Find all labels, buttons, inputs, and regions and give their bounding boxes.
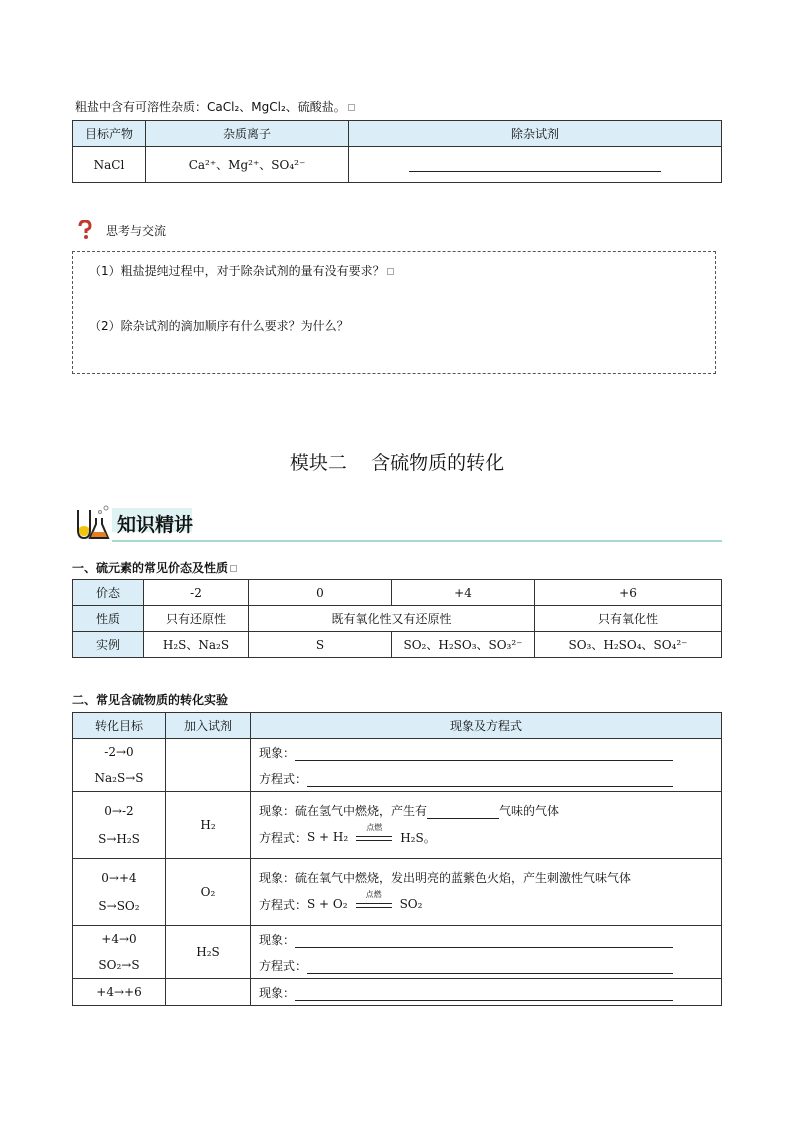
equation-line: 方程式： S + O₂ 点燃 SO₂ xyxy=(259,889,423,912)
conv-formula: SO₂→S xyxy=(98,958,140,972)
edit-mark-icon xyxy=(230,565,237,572)
conv-reagent xyxy=(166,739,251,792)
property-oxidizing: 只有氧化性 xyxy=(535,606,722,632)
phenomenon-blank xyxy=(295,1000,673,1001)
section2-title: 二、常见含硫物质的转化实验 xyxy=(72,693,229,707)
phenomenon-line: 现象： 硫在氢气中燃烧，产生有 气味的气体 xyxy=(259,804,560,818)
equation-blank xyxy=(307,786,673,787)
think-question-1: （1）粗盐提纯过程中，对于除杂试剂的量有没有要求？ xyxy=(89,262,394,279)
salt-header-reagent: 除杂试剂 xyxy=(349,121,722,147)
conv-reagent: H₂S xyxy=(166,926,251,979)
phenomenon-line: 现象： xyxy=(259,739,715,765)
conv-formula: Na₂S→S xyxy=(94,771,144,785)
conv-valence: +4→0 xyxy=(101,932,137,946)
salt-table xyxy=(72,120,722,183)
valence-minus2: -2 xyxy=(144,580,249,606)
think-title: 思考与交流 xyxy=(106,223,167,238)
conv-formula: S→SO₂ xyxy=(98,899,140,913)
equation-line: 方程式： S + H₂ 点燃 H₂S。 xyxy=(259,822,436,845)
salt-ions: Ca²⁺、Mg²⁺、SO₄²⁻ xyxy=(146,147,349,183)
phenomenon-line: 现象： xyxy=(259,979,715,1005)
conversion-table xyxy=(72,712,722,1006)
flask-icon xyxy=(72,502,112,542)
example-row-label: 实例 xyxy=(73,632,144,658)
ignition-equals-sign: 点燃 xyxy=(356,901,392,908)
conv-row-2 xyxy=(73,792,722,859)
think-header xyxy=(76,220,166,240)
conv-row-4 xyxy=(73,926,722,979)
conv-reagent xyxy=(166,979,251,1006)
property-both: 既有氧化性又有还原性 xyxy=(249,606,535,632)
section1-title: 一、硫元素的常见价态及性质 xyxy=(72,559,237,576)
example-plus4: SO₂、H₂SO₃、SO₃²⁻ xyxy=(392,632,535,658)
conv-valence: 0→+4 xyxy=(101,871,137,885)
conv-row-3 xyxy=(73,859,722,926)
conv-header-phenomenon: 现象及方程式 xyxy=(251,713,722,739)
equation-blank xyxy=(307,973,673,974)
question-mark-icon xyxy=(76,220,94,240)
edit-mark-icon xyxy=(348,104,355,111)
valence-plus6: +6 xyxy=(535,580,722,606)
salt-header-ions: 杂质离子 xyxy=(146,121,349,147)
valence-plus4: +4 xyxy=(392,580,535,606)
knowledge-underline xyxy=(112,540,722,542)
conv-row-5 xyxy=(73,979,722,1006)
module-title: 模块二 含硫物质的转化 xyxy=(289,452,505,474)
example-plus6: SO₃、H₂SO₄、SO₄²⁻ xyxy=(535,632,722,658)
salt-intro: 粗盐中含有可溶性杂质：CaCl₂、MgCl₂、硫酸盐。 xyxy=(75,98,355,115)
valence-0: 0 xyxy=(249,580,392,606)
equation-line: 方程式： xyxy=(259,765,715,791)
example-minus2: H₂S、Na₂S xyxy=(144,632,249,658)
phenomenon-blank xyxy=(295,760,673,761)
knowledge-title: 知识精讲 xyxy=(117,514,194,536)
conv-valence: -2→0 xyxy=(104,745,134,759)
phenomenon-line: 现象： 硫在氧气中燃烧，发出明亮的蓝紫色火焰，产生刺激性气味气体 xyxy=(259,871,632,885)
phenomenon-line: 现象： xyxy=(259,926,715,952)
conv-valence: 0→-2 xyxy=(104,804,134,818)
salt-header-product: 目标产物 xyxy=(73,121,146,147)
valence-table xyxy=(72,579,722,658)
property-reducing: 只有还原性 xyxy=(144,606,249,632)
think-question-2: （2）除杂试剂的滴加顺序有什么要求？为什么？ xyxy=(89,319,349,333)
conv-valence: +4→+6 xyxy=(73,979,166,1006)
example-0: S xyxy=(249,632,392,658)
valence-row-label: 价态 xyxy=(73,580,144,606)
phenomenon-blank xyxy=(295,947,673,948)
property-row-label: 性质 xyxy=(73,606,144,632)
salt-reagent-blank xyxy=(349,147,722,183)
conv-formula: S→H₂S xyxy=(98,832,140,846)
conv-reagent: H₂ xyxy=(166,792,251,859)
salt-product: NaCl xyxy=(73,147,146,183)
edit-mark-icon xyxy=(387,268,394,275)
conv-header-reagent: 加入试剂 xyxy=(166,713,251,739)
odor-blank xyxy=(427,818,499,819)
equation-line: 方程式： xyxy=(259,952,715,978)
ignition-equals-sign: 点燃 xyxy=(356,834,392,841)
think-box xyxy=(72,251,716,374)
knowledge-header xyxy=(72,500,722,542)
conv-reagent: O₂ xyxy=(166,859,251,926)
conv-row-1 xyxy=(73,739,722,792)
conv-header-target: 转化目标 xyxy=(73,713,166,739)
